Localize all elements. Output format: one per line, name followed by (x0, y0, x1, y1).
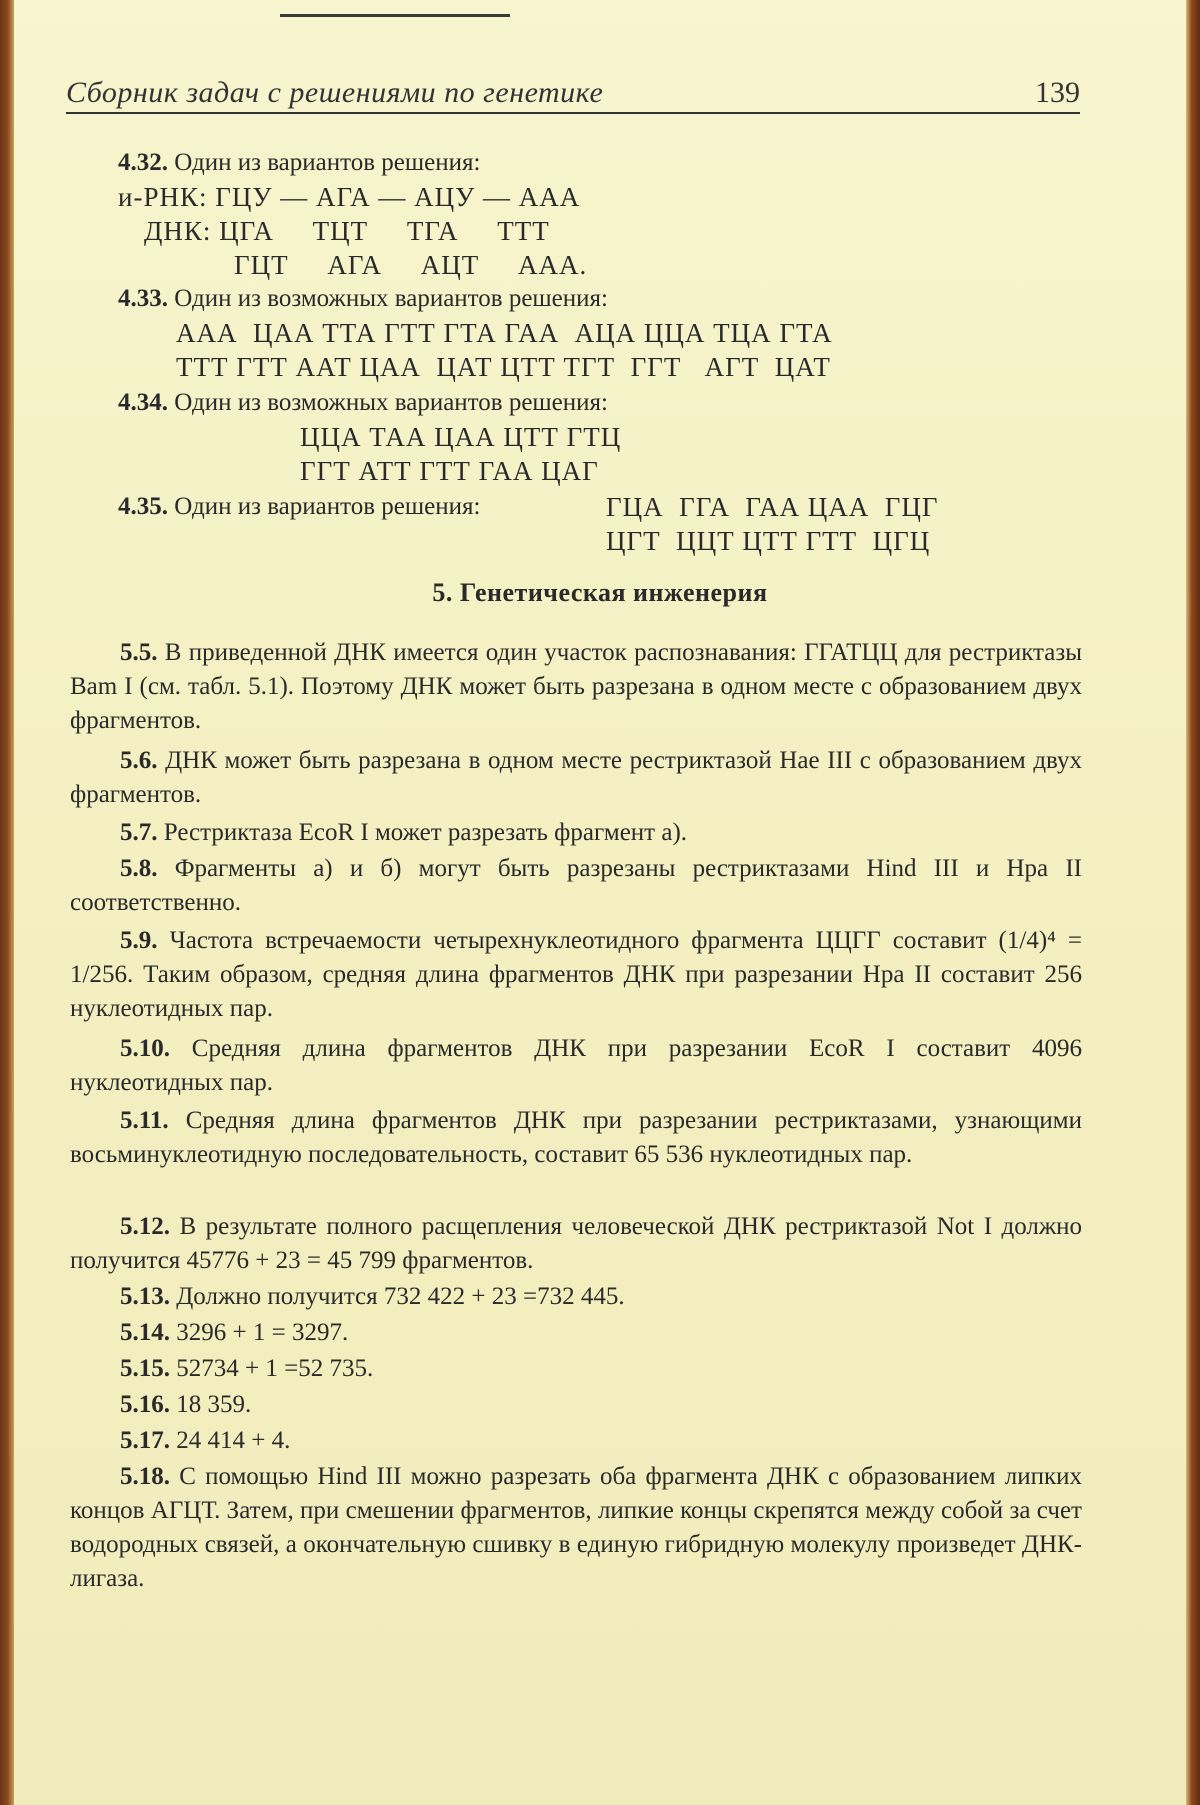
answer-text: 3296 + 1 = 3297. (176, 1319, 349, 1346)
answer-text: Один из вариантов решения: (174, 149, 481, 176)
answer-number: 5.6. (120, 747, 158, 774)
answer-text: Один из возможных вариантов решения: (174, 389, 608, 416)
answer-4-33-intro (118, 282, 608, 316)
answer-4-33-line-2: ТТТ ГТТ ААТ ЦАА ЦАТ ЦТТ ТГТ ГГТ АГТ ЦАТ (176, 352, 831, 382)
answer-number: 4.32. (118, 149, 168, 176)
answer-number: 5.9. (120, 927, 158, 954)
top-rule-mark (280, 14, 510, 17)
answer-4-34-line-1: ЦЦА ТАА ЦАА ЦТТ ГТЦ (300, 422, 622, 452)
answer-5-8 (70, 852, 1082, 920)
answer-text: В приведенной ДНК имеется один участок распознавания: ГГАТЦЦ для рестриктазы Bam I (см. табл. 5.1). Поэтому ДНК может быть разрезана в одном месте с образованием двух фрагментов. (70, 639, 1083, 734)
answer-number: 5.8. (120, 855, 158, 882)
answer-5-6 (70, 744, 1082, 812)
answer-5-17 (120, 1424, 290, 1458)
answer-text: Средняя длина фрагментов ДНК при разрезании рестриктазами, узнающими восьминуклеотидную последовательность, составит 65 536 нуклеотидных пар. (70, 1107, 1082, 1168)
answer-number: 5.11. (120, 1107, 169, 1134)
answer-5-16 (120, 1388, 251, 1422)
answer-4-32-dna-1: ДНК: ЦГА ТЦТ ТГА ТТТ (144, 216, 550, 246)
answer-number: 5.12. (120, 1213, 170, 1240)
section-heading: 5. Генетическая инженерия (432, 578, 768, 607)
answer-5-14 (120, 1316, 348, 1350)
header-title: Сборник задач с решениями по генетике (66, 76, 604, 109)
answer-text: Фрагменты а) и б) могут быть разрезаны рестриктазами Hind III и Hpa II соответственно. (70, 855, 1082, 916)
answer-4-35-line-2: ЦГТ ЦЦТ ЦТТ ГТТ ЦГЦ (606, 526, 931, 556)
answer-4-35-intro (118, 490, 480, 524)
answer-number: 5.7. (120, 819, 158, 846)
answer-text: С помощью Hind III можно разрезать оба фрагмента ДНК с образованием липких концов АГЦТ. Затем, при смешении фрагментов, липкие концы скрепятся между собой за счет водородных связей, а окончательную сшивку в единую гибридную молекулу произведет ДНК-лигаза. (70, 1463, 1082, 1592)
answer-5-12 (70, 1210, 1082, 1278)
answer-number: 5.14. (120, 1319, 170, 1346)
answer-text: Должно получится 732 422 + 23 =732 445. (176, 1283, 625, 1310)
answer-number: 5.17. (120, 1427, 170, 1454)
page-number: 139 (1035, 76, 1080, 109)
answer-4-32-dna-2: ГЦТ АГА АЦТ ААА. (234, 250, 588, 280)
answer-text: Рестриктаза EcoR I может разрезать фрагмент а). (163, 819, 688, 846)
answer-text: Средняя длина фрагментов ДНК при разрезании EcoR I составит 4096 нуклеотидных пар. (70, 1035, 1083, 1096)
answer-5-5 (70, 636, 1082, 738)
page-right-edge (1186, 0, 1200, 1805)
answer-number: 5.13. (120, 1283, 170, 1310)
answer-text: ДНК может быть разрезана в одном месте рестриктазой Hae III с образованием двух фрагментов. (70, 747, 1083, 808)
answer-text: 24 414 + 4. (176, 1427, 291, 1454)
answer-number: 4.35. (118, 493, 168, 520)
running-header (66, 76, 1080, 114)
answer-text: Частота встречаемости четырехнуклеотидного фрагмента ЦЦГГ составит (1/4)⁴ = 1/256. Таким образом, средняя длина фрагментов ДНК при разрезании Hpa II составит 256 нуклеотидных пар. (70, 927, 1083, 1022)
answer-5-9 (70, 924, 1082, 1026)
answer-text: 18 359. (176, 1391, 252, 1418)
answer-number: 5.10. (120, 1035, 170, 1062)
page-left-edge (0, 0, 14, 1805)
answer-number: 4.34. (118, 389, 168, 416)
answer-4-34-intro (118, 386, 608, 420)
answer-text: 52734 + 1 =52 735. (176, 1355, 374, 1382)
answer-number: 5.5. (120, 639, 158, 666)
answer-text: Один из вариантов решения: (174, 493, 481, 520)
answer-number: 4.33. (118, 285, 168, 312)
answer-5-15 (120, 1352, 373, 1386)
answer-text: В результате полного расщепления человеческой ДНК рестриктазой Not I должно получится 45776 + 23 = 45 799 фрагментов. (70, 1213, 1082, 1274)
answer-number: 5.18. (120, 1463, 170, 1490)
answer-4-32-mrna: и-РНК: ГЦУ — АГА — АЦУ — ААА (118, 182, 581, 212)
answer-4-34-line-2: ГГТ АТТ ГТТ ГАА ЦАГ (300, 456, 599, 486)
answer-number: 5.16. (120, 1391, 170, 1418)
answer-5-10 (70, 1032, 1082, 1100)
answer-4-35-line-1: ГЦА ГГА ГАА ЦАА ГЦГ (606, 492, 939, 522)
answer-4-32-intro (118, 146, 480, 180)
answer-number: 5.15. (120, 1355, 170, 1382)
answer-4-33-line-1: ААА ЦАА ТТА ГТТ ГТА ГАА АЦА ЦЦА ТЦА ГТА (176, 318, 833, 348)
answer-5-13 (120, 1280, 625, 1314)
answer-5-11 (70, 1104, 1082, 1172)
answer-5-18 (70, 1460, 1082, 1596)
answer-text: Один из возможных вариантов решения: (174, 285, 608, 312)
answer-5-7 (70, 816, 1082, 850)
